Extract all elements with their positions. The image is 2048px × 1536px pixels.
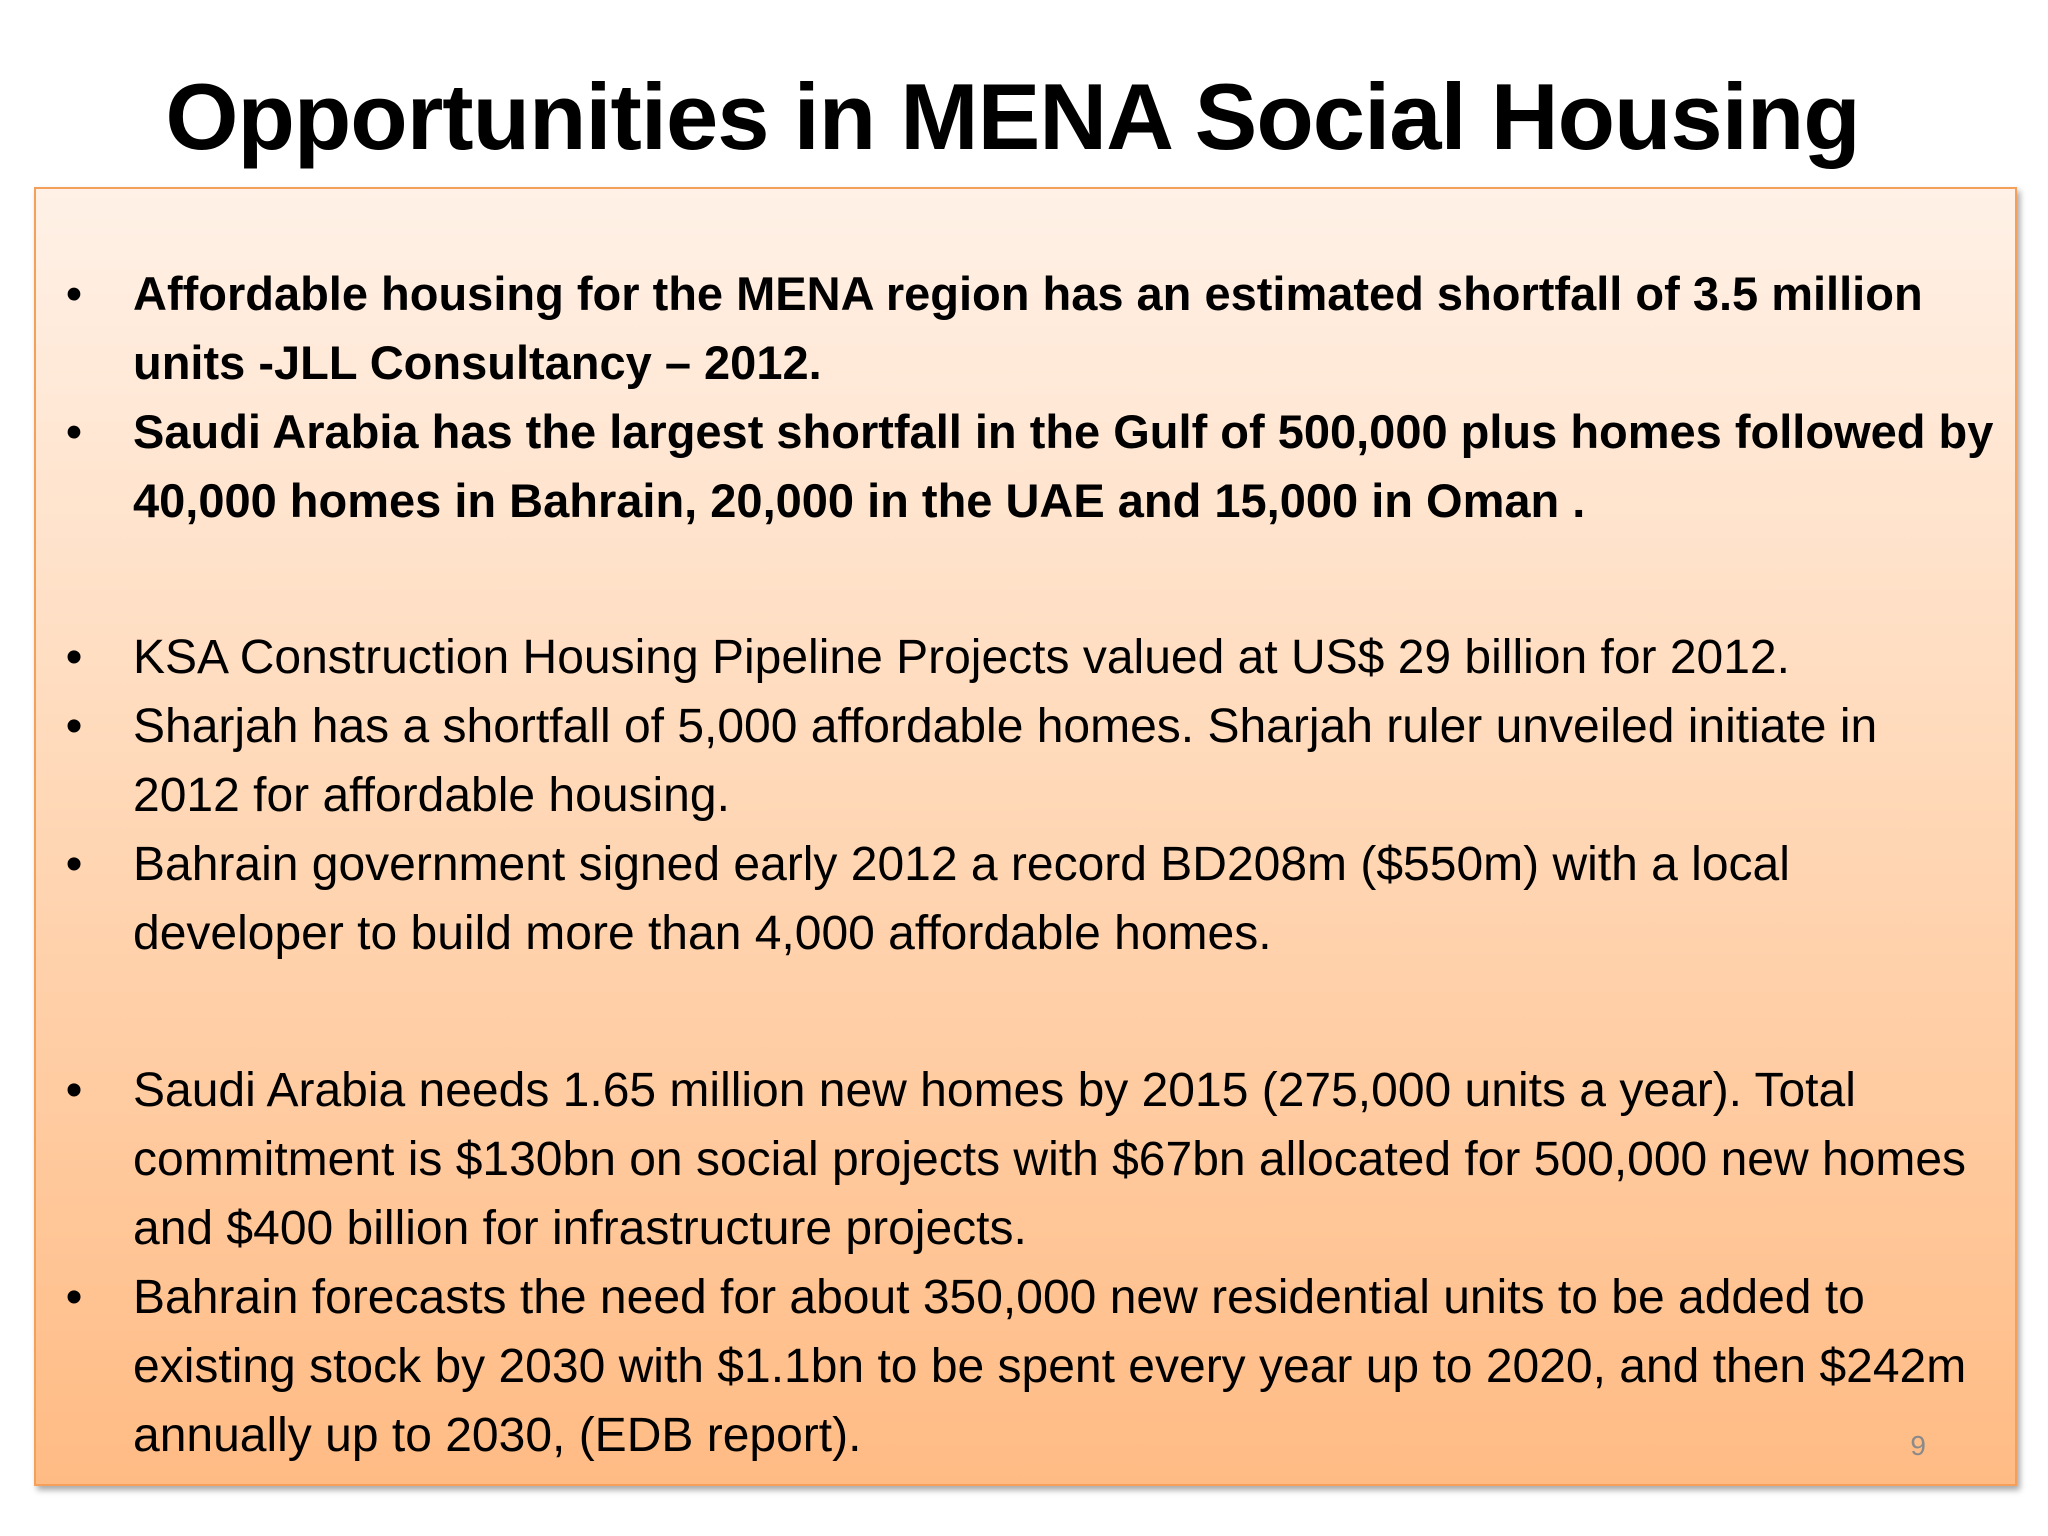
bullet-text: Bahrain forecasts the need for about 350,000 new residential units to be added to existing stock by 2030 with $1.1bn to be spent every year up to 2020, and then $242m annually up to 2030, (EDB report). <box>133 1271 1967 1462</box>
bullet-item <box>36 830 2015 968</box>
bullet-text: KSA Construction Housing Pipeline Projects valued at US$ 29 billion for 2012. <box>133 631 1790 684</box>
bullet-text: Saudi Arabia needs 1.65 million new homes by 2015 (275,000 units a year). Total commitment is $130bn on social projects with $67bn allocated for 500,000 new homes and $400 billion for infrastructure projects. <box>133 1064 1967 1255</box>
bullet-item <box>36 259 2015 397</box>
bullet-list <box>36 259 2015 1470</box>
slide-title: Opportunities in MENA Social Housing <box>165 64 1860 169</box>
bullet-dot-icon: • <box>65 631 83 684</box>
bullet-text: Saudi Arabia has the largest shortfall in the Gulf of 500,000 plus homes followed by 40,000 homes in Bahrain, 20,000 in the UAE and 15,000 in Oman . <box>133 405 1994 527</box>
bullet-dot-icon: • <box>65 405 83 458</box>
bullet-text: Affordable housing for the MENA region has an estimated shortfall of 3.5 million units -JLL Consultancy – 2012. <box>133 267 1923 389</box>
bullet-item <box>36 1263 2015 1470</box>
bullet-item <box>36 1056 2015 1263</box>
bullet-dot-icon: • <box>65 838 83 891</box>
page-number: 9 <box>1910 1430 1926 1461</box>
bullet-dot-icon: • <box>65 1064 83 1117</box>
bullet-dot-icon: • <box>65 1271 83 1324</box>
bullet-dot-icon: • <box>65 700 83 753</box>
bullet-item <box>36 692 2015 830</box>
bullet-text: Bahrain government signed early 2012 a record BD208m ($550m) with a local developer to build more than 4,000 affordable homes. <box>133 838 1790 960</box>
content-box <box>34 187 2017 1486</box>
bullet-item <box>36 623 2015 692</box>
bullet-item <box>36 397 2015 535</box>
bullet-dot-icon: • <box>65 267 83 320</box>
bullet-text: Sharjah has a shortfall of 5,000 affordable homes. Sharjah ruler unveiled initiate in 2012 for affordable housing. <box>133 700 1878 822</box>
